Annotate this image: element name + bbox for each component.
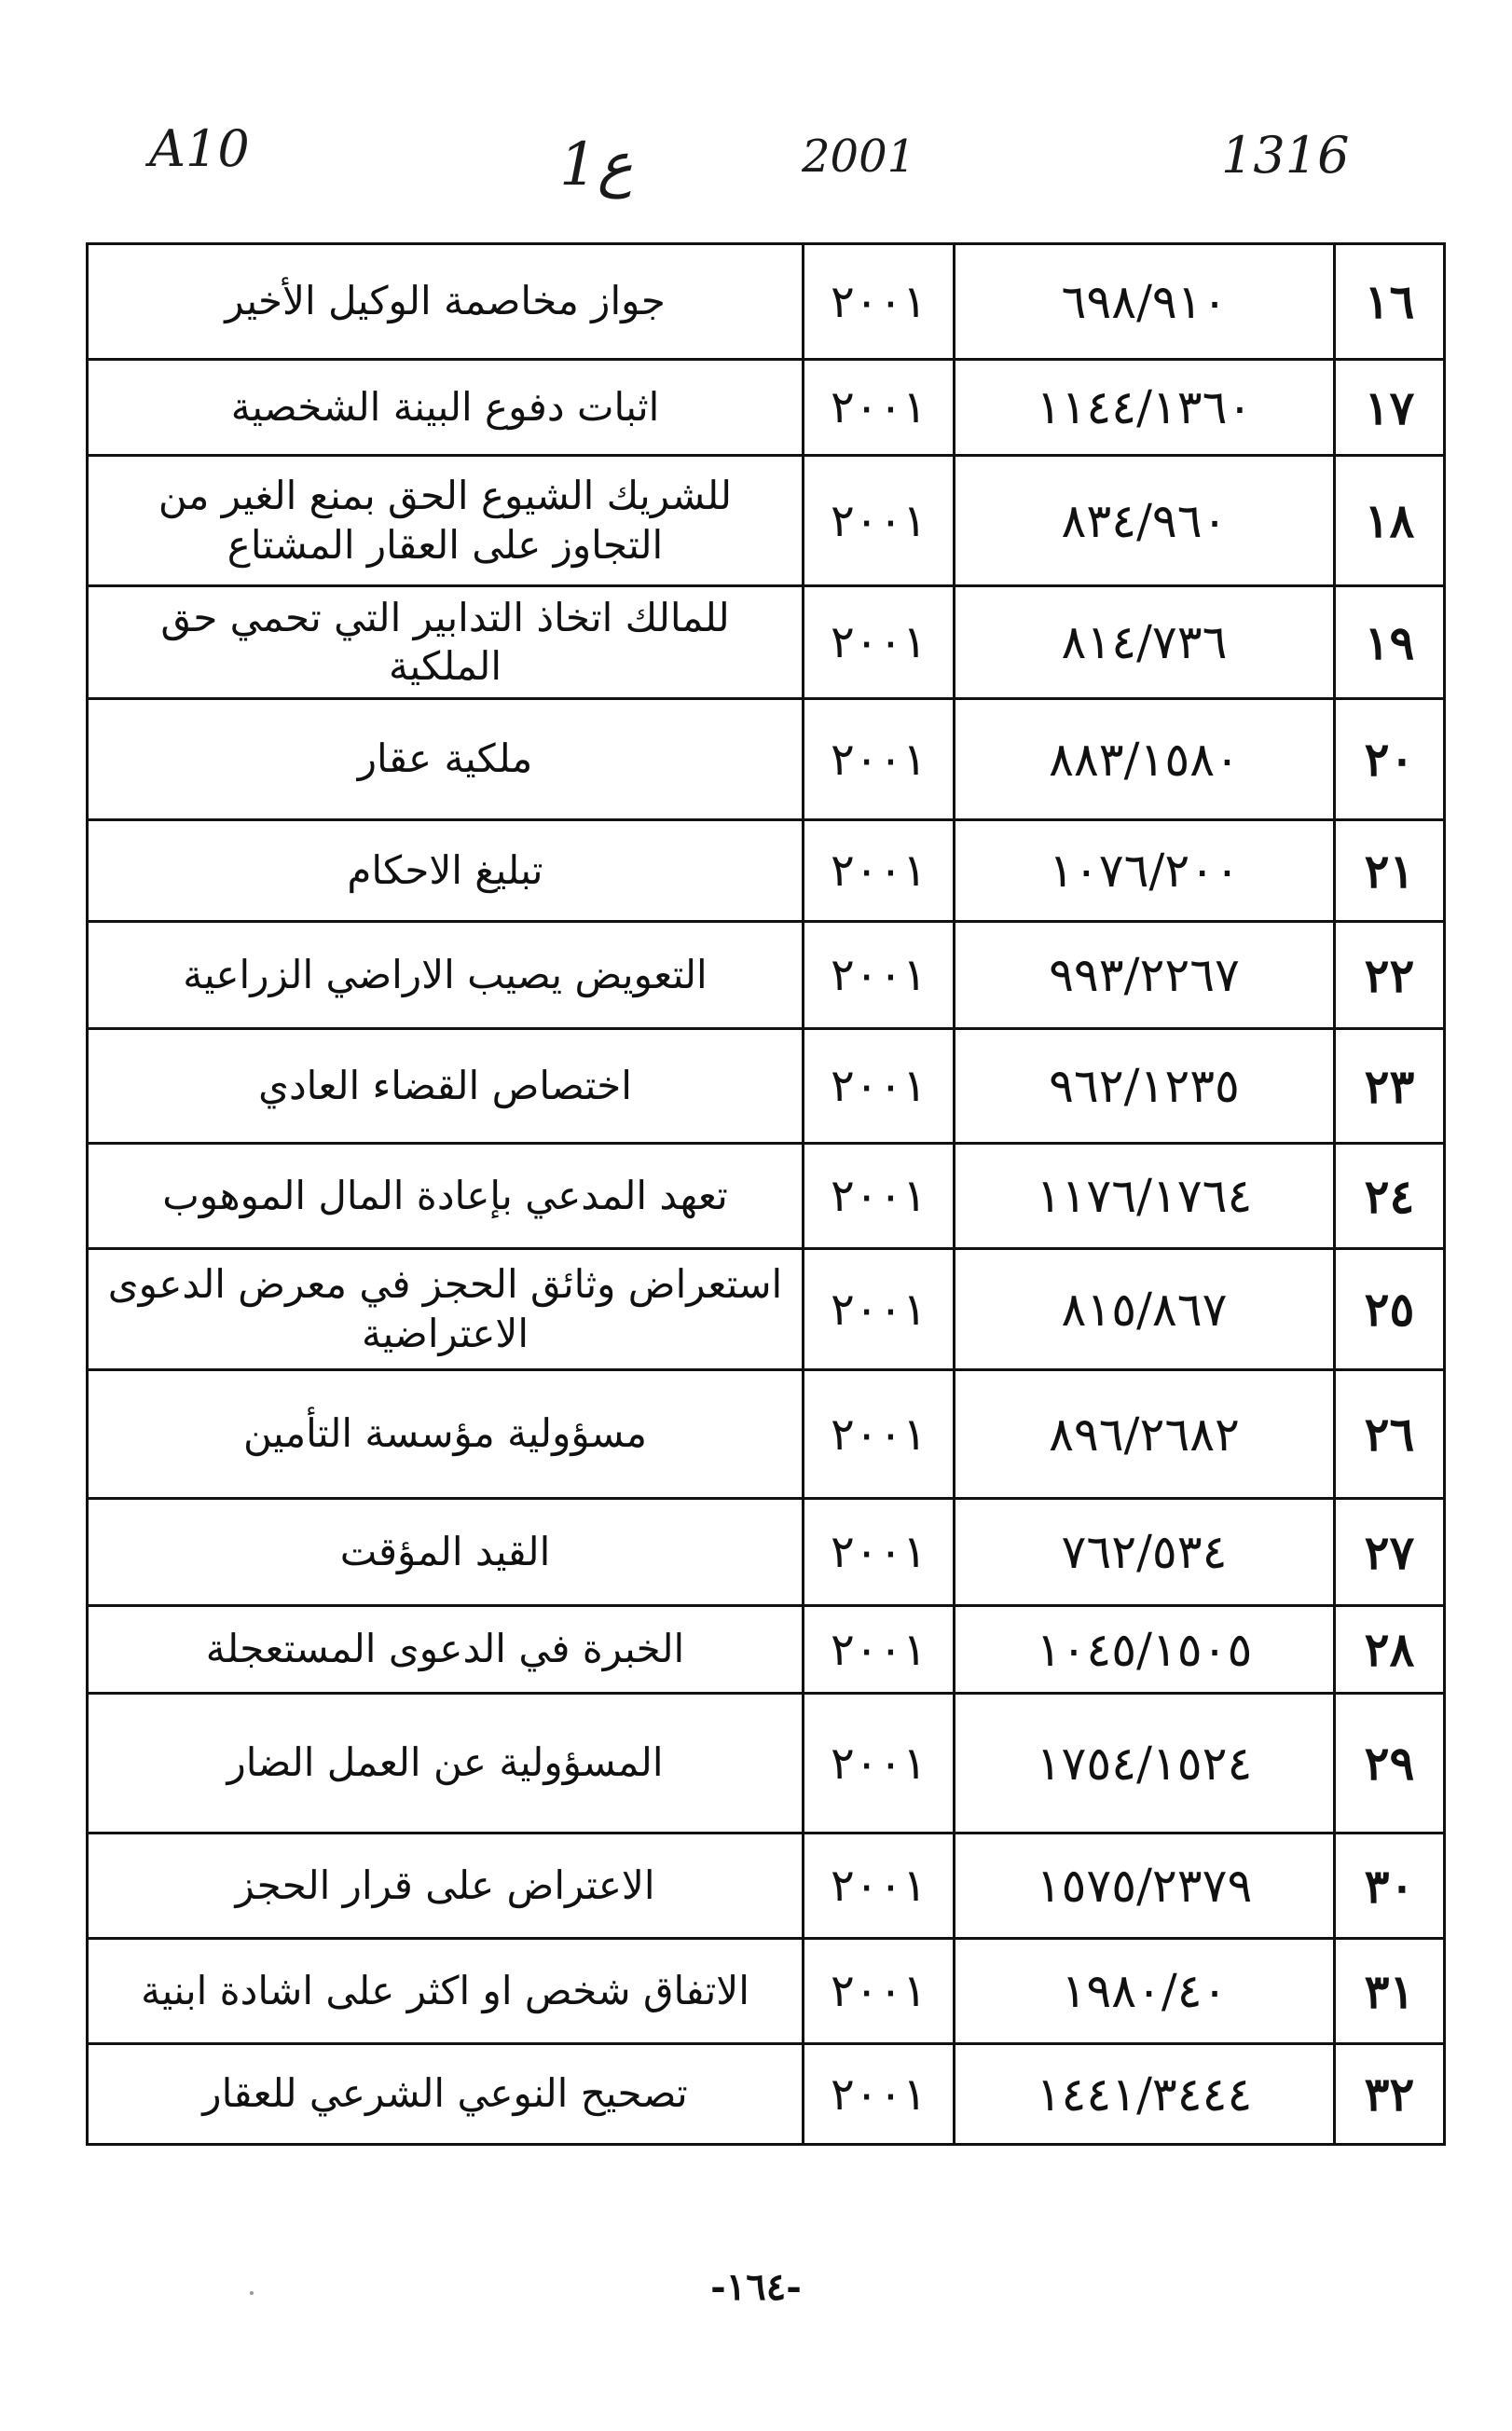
case-year: ٢٠٠١: [804, 456, 955, 586]
table-row: [88, 456, 1445, 586]
row-number: ١٨: [1335, 456, 1445, 586]
case-subject: مسؤولية مؤسسة التأمين: [88, 1370, 804, 1499]
case-reference: ٨٣٤/٩٦٠: [955, 456, 1335, 586]
case-subject: استعراض وثائق الحجز في معرض الدعوى الاعتراضية: [88, 1249, 804, 1370]
row-number: ٣٠: [1335, 1834, 1445, 1939]
case-reference: ٨١٤/٧٣٦: [955, 586, 1335, 699]
case-year: ٢٠٠١: [804, 2044, 955, 2145]
case-year: ٢٠٠١: [804, 1029, 955, 1144]
table-row: [88, 1834, 1445, 1939]
table-row: [88, 1606, 1445, 1694]
case-reference: ١٧٥٤/١٥٢٤: [955, 1694, 1335, 1834]
case-subject: للمالك اتخاذ التدابير التي تحمي حق الملكية: [88, 586, 804, 699]
row-number: ٢٥: [1335, 1249, 1445, 1370]
table-row: [88, 1499, 1445, 1606]
table-row: [88, 1370, 1445, 1499]
case-year: ٢٠٠١: [804, 360, 955, 456]
table-row: [88, 1249, 1445, 1370]
page-number: -١٦٤-: [710, 2265, 802, 2309]
case-subject: الاتفاق شخص او اكثر على اشادة ابنية: [88, 1939, 804, 2044]
handwritten-note-year: 2001: [802, 130, 916, 183]
table-row: [88, 244, 1445, 360]
case-subject: التعويض يصيب الاراضي الزراعية: [88, 922, 804, 1029]
table-row: [88, 1939, 1445, 2044]
case-year: ٢٠٠١: [804, 586, 955, 699]
case-year: ٢٠٠١: [804, 1939, 955, 2044]
case-year: ٢٠٠١: [804, 699, 955, 820]
table-row: [88, 1144, 1445, 1249]
row-number: ٢٩: [1335, 1694, 1445, 1834]
row-number: ١٦: [1335, 244, 1445, 360]
case-reference: ١٤٤١/٣٤٤٤: [955, 2044, 1335, 2145]
case-year: ٢٠٠١: [804, 1370, 955, 1499]
handwritten-note-symbol: 1ع: [559, 130, 633, 199]
handwritten-note-left: A10: [149, 119, 250, 178]
table-row: [88, 1029, 1445, 1144]
case-year: ٢٠٠١: [804, 1694, 955, 1834]
case-year: ٢٠٠١: [804, 922, 955, 1029]
case-reference: ١٠٤٥/١٥٠٥: [955, 1606, 1335, 1694]
row-number: ٢٦: [1335, 1370, 1445, 1499]
case-subject: تبليغ الاحكام: [88, 820, 804, 922]
case-reference: ١٥٧٥/٢٣٧٩: [955, 1834, 1335, 1939]
row-number: ٢٢: [1335, 922, 1445, 1029]
table-row: [88, 699, 1445, 820]
row-number: ١٧: [1335, 360, 1445, 456]
table-row: [88, 820, 1445, 922]
case-reference: ٨٩٦/٢٦٨٢: [955, 1370, 1335, 1499]
row-number: ٢٧: [1335, 1499, 1445, 1606]
row-number: ٢٤: [1335, 1144, 1445, 1249]
table-row: [88, 922, 1445, 1029]
row-number: ٣٢: [1335, 2044, 1445, 2145]
row-number: ٣١: [1335, 1939, 1445, 2044]
case-subject: للشريك الشيوع الحق بمنع الغير من التجاوز على العقار المشتاع: [88, 456, 804, 586]
handwritten-note-right: 1316: [1221, 126, 1350, 185]
table-row: [88, 586, 1445, 699]
case-subject: تصحيح النوعي الشرعي للعقار: [88, 2044, 804, 2145]
case-year: ٢٠٠١: [804, 244, 955, 360]
case-reference: ١١٤٤/١٣٦٠: [955, 360, 1335, 456]
table-row: [88, 2044, 1445, 2145]
case-reference: ٦٩٨/٩١٠: [955, 244, 1335, 360]
case-reference: ٧٦٢/٥٣٤: [955, 1499, 1335, 1606]
case-reference: ١٩٨٠/٤٠: [955, 1939, 1335, 2044]
rulings-table: [86, 242, 1446, 2146]
row-number: ١٩: [1335, 586, 1445, 699]
table-row: [88, 360, 1445, 456]
case-reference: ١١٧٦/١٧٦٤: [955, 1144, 1335, 1249]
case-year: ٢٠٠١: [804, 1144, 955, 1249]
case-subject: القيد المؤقت: [88, 1499, 804, 1606]
case-subject: الاعتراض على قرار الحجز: [88, 1834, 804, 1939]
case-subject: المسؤولية عن العمل الضار: [88, 1694, 804, 1834]
case-year: ٢٠٠١: [804, 1249, 955, 1370]
case-reference: ١٠٧٦/٢٠٠: [955, 820, 1335, 922]
case-reference: ٨١٥/٨٦٧: [955, 1249, 1335, 1370]
case-year: ٢٠٠١: [804, 1606, 955, 1694]
row-number: ٢٣: [1335, 1029, 1445, 1144]
rulings-table-body: [88, 244, 1445, 2145]
row-number: ٢٠: [1335, 699, 1445, 820]
case-subject: الخبرة في الدعوى المستعجلة: [88, 1606, 804, 1694]
row-number: ٢١: [1335, 820, 1445, 922]
case-reference: ٩٦٢/١٢٣٥: [955, 1029, 1335, 1144]
case-subject: اثبات دفوع البينة الشخصية: [88, 360, 804, 456]
case-reference: ٨٨٣/١٥٨٠: [955, 699, 1335, 820]
case-subject: جواز مخاصمة الوكيل الأخير: [88, 244, 804, 360]
case-year: ٢٠٠١: [804, 1499, 955, 1606]
scan-speck: [250, 2291, 254, 2295]
case-subject: اختصاص القضاء العادي: [88, 1029, 804, 1144]
row-number: ٢٨: [1335, 1606, 1445, 1694]
case-subject: تعهد المدعي بإعادة المال الموهوب: [88, 1144, 804, 1249]
case-year: ٢٠٠١: [804, 1834, 955, 1939]
case-reference: ٩٩٣/٢٢٦٧: [955, 922, 1335, 1029]
table-row: [88, 1694, 1445, 1834]
case-subject: ملكية عقار: [88, 699, 804, 820]
case-year: ٢٠٠١: [804, 820, 955, 922]
